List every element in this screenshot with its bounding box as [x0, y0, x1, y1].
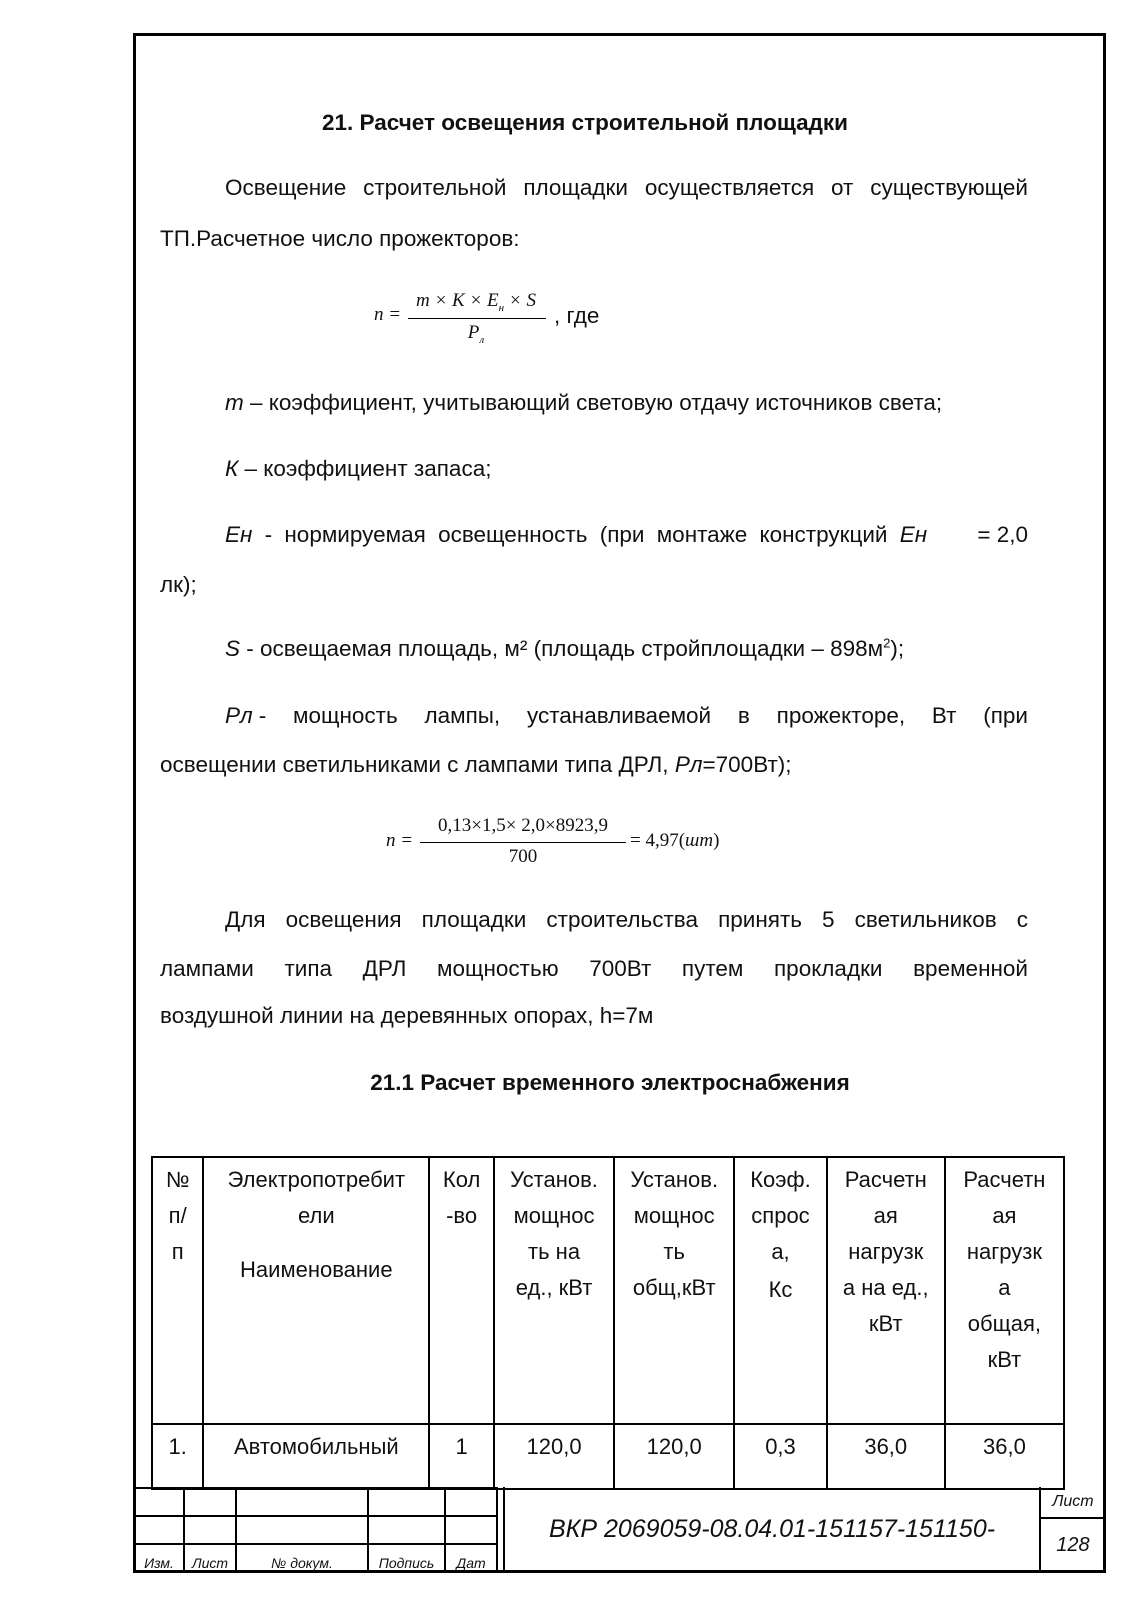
- formula2-unit: шт: [685, 830, 714, 851]
- header-unit-power: Установ. мощнос ть на ед., кВт: [494, 1157, 614, 1424]
- definition-pl-text-2b: =700Вт);: [702, 752, 792, 777]
- header-demand-coef: Коэф. спрос а, Кс: [734, 1157, 826, 1424]
- formula1-suffix: , где: [554, 303, 600, 328]
- formula1-denominator-sub: л: [479, 333, 485, 346]
- definition-pl-line2: [160, 754, 1028, 776]
- definition-en-line2: лк);: [160, 572, 197, 597]
- definition-en-value: = 2,0: [977, 522, 1028, 547]
- header-total-power: Установ. мощнос ть общ,кВт: [614, 1157, 734, 1424]
- cell-total-power: 120,0: [614, 1424, 734, 1490]
- header-quantity: Кол -во: [429, 1157, 494, 1424]
- formula1-fraction-line: [408, 318, 546, 319]
- stamp-label-date: Дат: [445, 1544, 497, 1572]
- definition-pl-text-2a: освещении светильниками с лампами типа ДРЛ,: [160, 752, 675, 777]
- table-row: [152, 1424, 1064, 1490]
- formula2-lhs: n =: [386, 830, 414, 851]
- cell-unit-power: 120,0: [494, 1424, 614, 1490]
- formula1-denominator-main: P: [467, 322, 480, 343]
- conclusion-line-3: воздушной линии на деревянных опорах, h=7м: [160, 1003, 654, 1028]
- formula1-numerator-sub: н: [498, 301, 505, 314]
- cell-quantity: 1: [429, 1424, 494, 1490]
- definition-s-text: - освещаемая площадь, м² (площадь стройплощадки – 898м: [240, 636, 884, 661]
- cell-consumer: Автомобильный: [203, 1424, 429, 1490]
- definition-s-sup: 2: [883, 635, 891, 651]
- sheet-number: 128: [1056, 1534, 1090, 1556]
- cell-total-load: 36,0: [945, 1424, 1064, 1490]
- definition-pl-symbol: Рл: [225, 703, 253, 728]
- definition-en-symbol: Ен: [225, 522, 253, 547]
- formula2-close: ): [713, 830, 720, 851]
- definition-m-text: – коэффициент, учитывающий световую отдачу источников света;: [243, 390, 943, 415]
- formula2-fraction-line: [420, 842, 626, 843]
- definition-s: [225, 635, 1028, 661]
- formula1-numerator: [405, 290, 547, 312]
- intro-line-1: Освещение строительной площадки осуществляется от существующей: [225, 175, 1028, 200]
- formula1-lhs: n =: [374, 304, 402, 325]
- definition-en-text: - нормируемая освещенность (при монтаже конструкций: [252, 522, 900, 547]
- sheet-box: [1039, 1487, 1106, 1573]
- power-supply-table: [151, 1156, 1065, 1490]
- formula2-numerator: 0,13×1,5× 2,0×8923,9: [438, 815, 608, 836]
- definition-pl-text: - мощность лампы, устанавливаемой в прожекторе, Вт (при: [258, 703, 1028, 728]
- definition-m: [225, 392, 1028, 414]
- formula2-result-value: = 4,97(: [630, 830, 686, 851]
- section-heading: 21. Расчет освещения строительной площадки: [322, 110, 848, 135]
- definition-k-text: – коэффициент запаса;: [238, 456, 492, 481]
- definition-k-symbol: К: [225, 456, 239, 481]
- conclusion-line-2: лампами типа ДРЛ мощностью 700Вт путем прокладки временной: [160, 956, 1028, 981]
- sheet-label: Лист: [1041, 1487, 1105, 1519]
- stamp-label-sheet: Лист: [184, 1544, 236, 1572]
- stamp-label-change: Изм.: [134, 1544, 184, 1572]
- definition-pl-symbol-2: Рл: [674, 752, 703, 777]
- formula2-result: [630, 830, 719, 852]
- definition-en-line1: [225, 524, 1028, 546]
- definition-m-symbol: m: [225, 390, 244, 415]
- formula1-numerator-main: m × K × E: [416, 290, 499, 311]
- header-total-load: Расчетн ая нагрузк а общая, кВт: [945, 1157, 1064, 1424]
- conclusion-line-1: Для освещения площадки строительства принять 5 светильников с: [225, 907, 1028, 932]
- definition-s-tail: );: [890, 636, 905, 661]
- table-header-row: [152, 1157, 1064, 1424]
- document-code: ВКР 2069059-08.04.01-151157-151150-: [503, 1487, 1039, 1573]
- header-number: № п/ п: [152, 1157, 203, 1424]
- definition-k: [225, 458, 1028, 480]
- header-consumer: Электропотребит ели Наименование: [203, 1157, 429, 1424]
- title-block: [133, 1487, 1106, 1573]
- stamp-label-doc-number: № докум.: [236, 1544, 368, 1572]
- formula2-denominator: 700: [508, 846, 538, 867]
- definition-s-symbol: S: [225, 636, 241, 661]
- intro-line-2: ТП.Расчетное число прожекторов:: [160, 226, 520, 251]
- header-unit-load: Расчетн ая нагрузк а на ед., кВт: [827, 1157, 945, 1424]
- cell-number: 1.: [152, 1424, 203, 1490]
- definition-pl-line1: [225, 705, 1028, 727]
- subsection-heading: 21.1 Расчет временного электроснабжения: [370, 1070, 850, 1095]
- stamp-label-signature: Подпись: [368, 1544, 445, 1572]
- formula1-numerator-tail: × S: [504, 290, 536, 311]
- cell-demand-coef: 0,3: [734, 1424, 826, 1490]
- formula1-denominator: [405, 322, 547, 344]
- cell-unit-load: 36,0: [827, 1424, 945, 1490]
- definition-en-symbol-2: Ен: [899, 522, 928, 547]
